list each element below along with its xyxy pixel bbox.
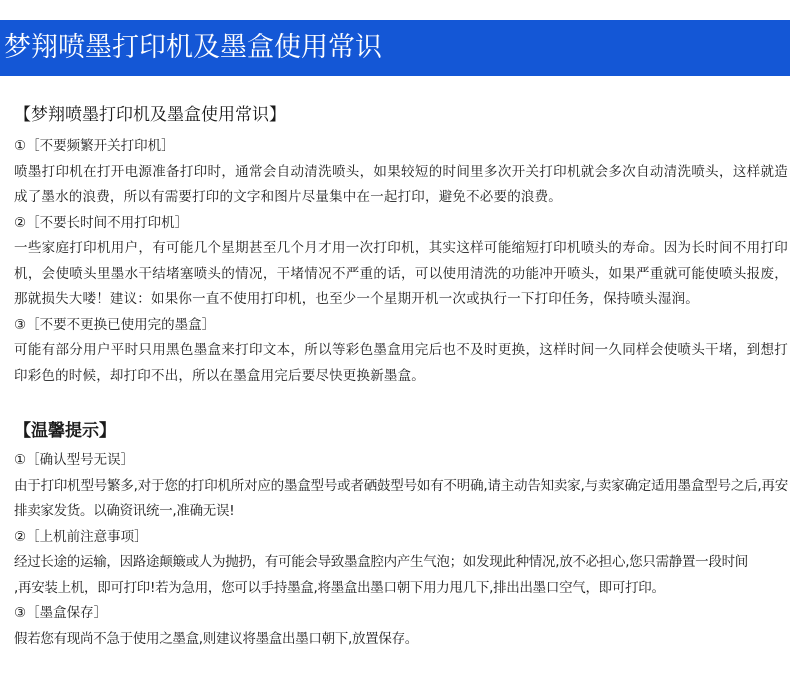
item-text: 一些家庭打印机用户，有可能几个星期甚至几个月才用一次打印机，其实这样可能缩短打印机喷头的寿命。因为长时间不用打印机，会使喷头里墨水干结堵塞喷头的情况，干堵情况不严重的话，可以使用清洗的功能冲开喷头，如果严重就可能使喷头报废，那就损失大喽！建议：如果你一直不使用打印机，也至少一个星期开机一次或执行一下打印任务，保持喷头湿润。 [14,240,788,307]
usage-tips-section [14,102,788,389]
page-banner: 梦翔喷墨打印机及墨盒使用常识 [0,20,790,76]
item-heading: ①［确认型号无误］ [14,452,135,468]
item-text-line: 经过长途的运输，因路途颠簸或人为抛扔，有可能会导致墨盒腔内产生气泡；如发现此种情况,放不必担心,您只需静置一段时间 [14,554,748,570]
item-heading: ②［上机前注意事项］ [14,528,148,545]
item-text-line: ,再安装上机，即可打印!若为急用，您可以手持墨盒,将墨盒出墨口朝下用力甩几下,排出出墨口空气，即可打印。 [14,579,665,596]
section-title: 【梦翔喷墨打印机及墨盒使用常识】 [14,105,286,125]
item-text: 由于打印机型号繁多,对于您的打印机所对应的墨盒型号或者硒鼓型号如有不明确,请主动告知卖家,与卖家确定适用墨盒型号之后,再安排卖家发货。以确资讯统一,准确无误! [14,477,788,519]
item-heading: ①［不要频繁开关打印机］ [14,138,175,154]
section-title: 【温馨提示】 [14,421,116,441]
item-heading: ②［不要长时间不用打印机］ [14,214,189,231]
item-text: 假若您有现尚不急于使用之墨盒,则建议将墨盒出墨口朝下,放置保存。 [14,630,418,647]
item-heading: ③［墨盒保存］ [14,605,108,621]
item-text: 喷墨打印机在打开电源准备打印时，通常会自动清洗喷头，如果较短的时间里多次开关打印机就会多次自动清洗喷头，这样就造成了墨水的浪费，所以有需要打印的文字和图片尽量集中在一起打印，避免不必要的浪费。 [14,163,788,205]
warm-tips-section [14,418,788,652]
item-text: 可能有部分用户平时只用黑色墨盒来打印文本，所以等彩色墨盒用完后也不及时更换，这样时间一久同样会使喷头干堵，到想打印彩色的时候，却打印不出，所以在墨盒用完后要尽快更换新墨盒。 [14,342,788,384]
item-heading: ③［不要不更换已使用完的墨盒］ [14,316,216,333]
